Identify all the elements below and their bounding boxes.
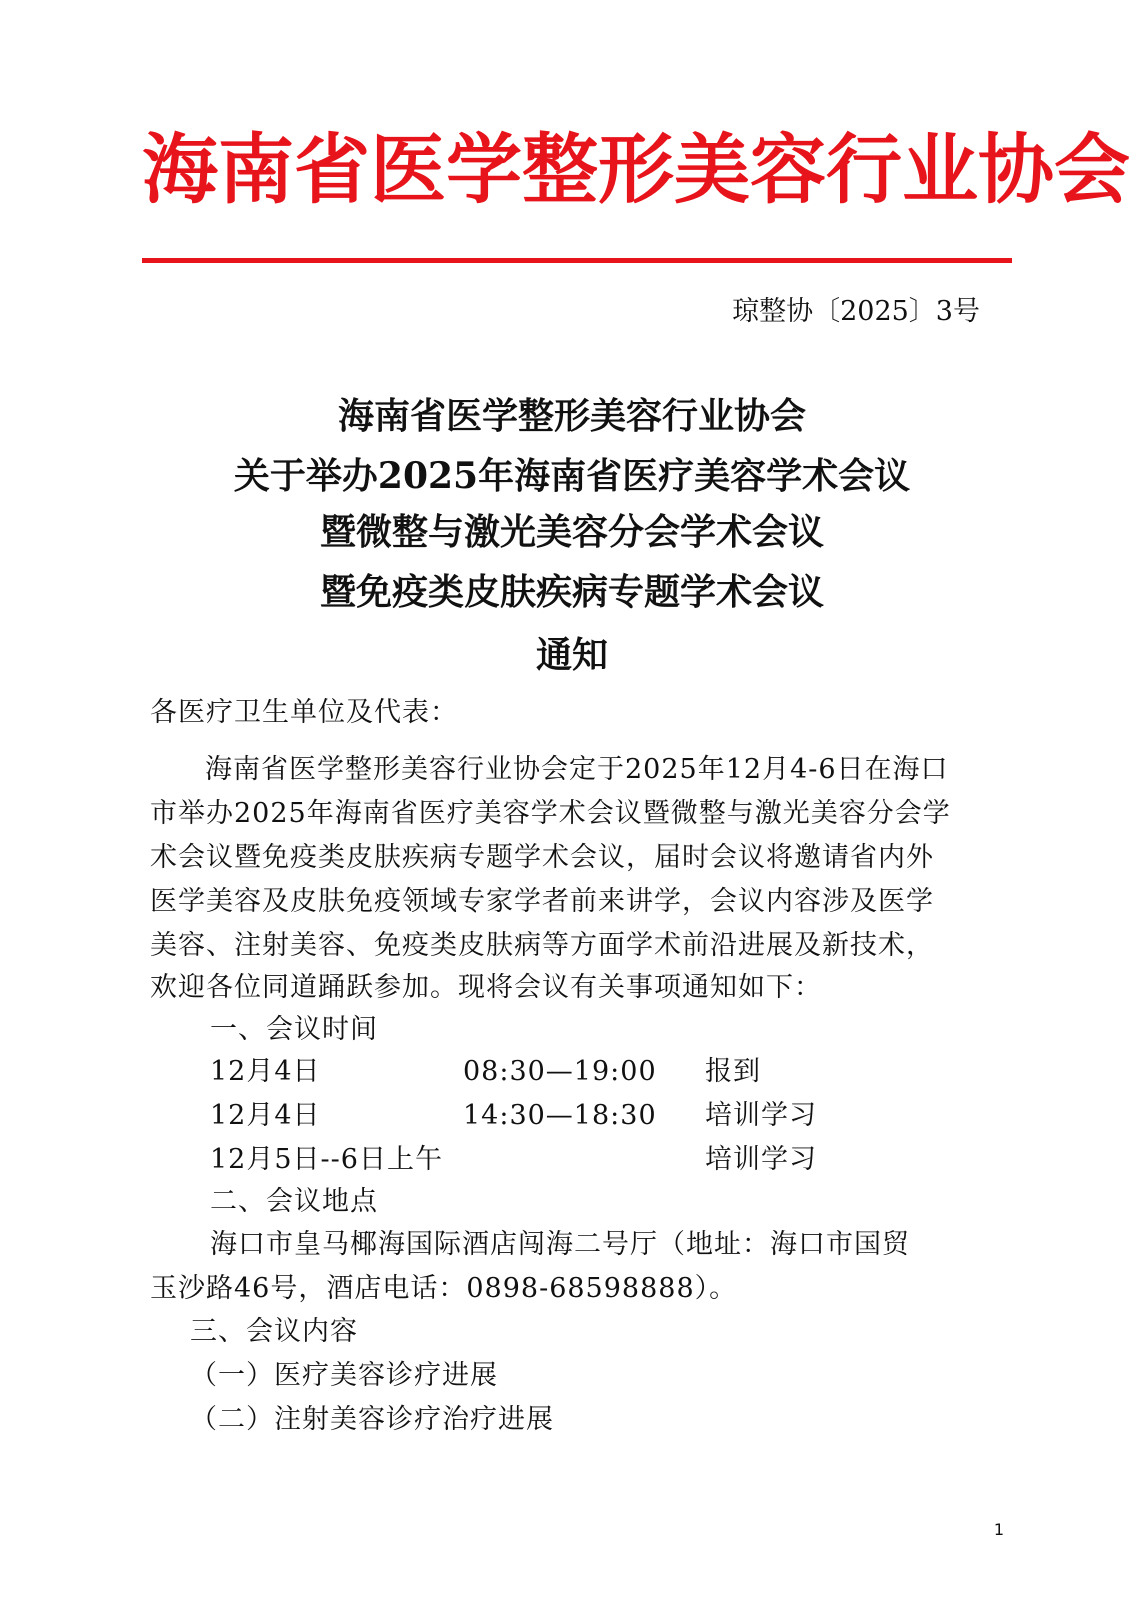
schedule-activity: 培训学习 (705, 1100, 817, 1131)
section3-heading: 三、会议内容 (190, 1316, 358, 1347)
schedule-activity: 报到 (705, 1056, 761, 1087)
schedule-date: 12月4日 (210, 1100, 321, 1131)
schedule-time: 14:30—18:30 (463, 1100, 657, 1131)
document-number: 琼整协〔2025〕3号 (732, 296, 980, 327)
section1-heading: 一、会议时间 (210, 1014, 378, 1045)
intro-line-6: 欢迎各位同道踊跃参加。现将会议有关事项通知如下： (150, 972, 822, 1003)
title-line-2: 关于举办2025年海南省医疗美容学术会议 (233, 455, 911, 497)
intro-line-5: 美容、注射美容、免疫类皮肤病等方面学术前沿进展及新技术， (150, 930, 934, 961)
page-number: 1 (993, 1520, 1004, 1539)
content-item-1: （一）医疗美容诊疗进展 (190, 1360, 498, 1391)
schedule-date: 12月5日--6日上午 (210, 1144, 443, 1175)
section2-heading: 二、会议地点 (210, 1186, 378, 1217)
intro-line-3: 术会议暨免疫类皮肤疾病专题学术会议，届时会议将邀请省内外 (150, 842, 934, 873)
salutation: 各医疗卫生单位及代表： (150, 697, 458, 728)
title-line-1: 海南省医学整形美容行业协会 (337, 395, 806, 437)
schedule-time: 08:30—19:00 (463, 1056, 657, 1087)
venue-line-1: 海口市皇马椰海国际酒店闯海二号厅（地址：海口市国贸 (210, 1229, 910, 1260)
schedule-date: 12月4日 (210, 1056, 321, 1087)
schedule-activity: 培训学习 (705, 1144, 817, 1175)
intro-line-1: 海南省医学整形美容行业协会定于2025年12月4-6日在海口 (205, 754, 949, 785)
letterhead-red-rule (142, 258, 1012, 263)
content-item-2: （二）注射美容诊疗治疗进展 (190, 1404, 554, 1435)
title-line-4: 暨免疫类皮肤疾病专题学术会议 (319, 571, 824, 613)
venue-line-2: 玉沙路46号，酒店电话：0898-68598888）。 (150, 1273, 738, 1304)
title-line-3: 暨微整与激光美容分会学术会议 (319, 511, 824, 553)
title-line-5: 通知 (535, 634, 608, 676)
intro-line-2: 市举办2025年海南省医疗美容学术会议暨微整与激光美容分会学 (150, 798, 951, 829)
letterhead-title: 海南省医学整形美容行业协会 (142, 125, 1130, 214)
intro-line-4: 医学美容及皮肤免疫领域专家学者前来讲学，会议内容涉及医学 (150, 886, 934, 917)
